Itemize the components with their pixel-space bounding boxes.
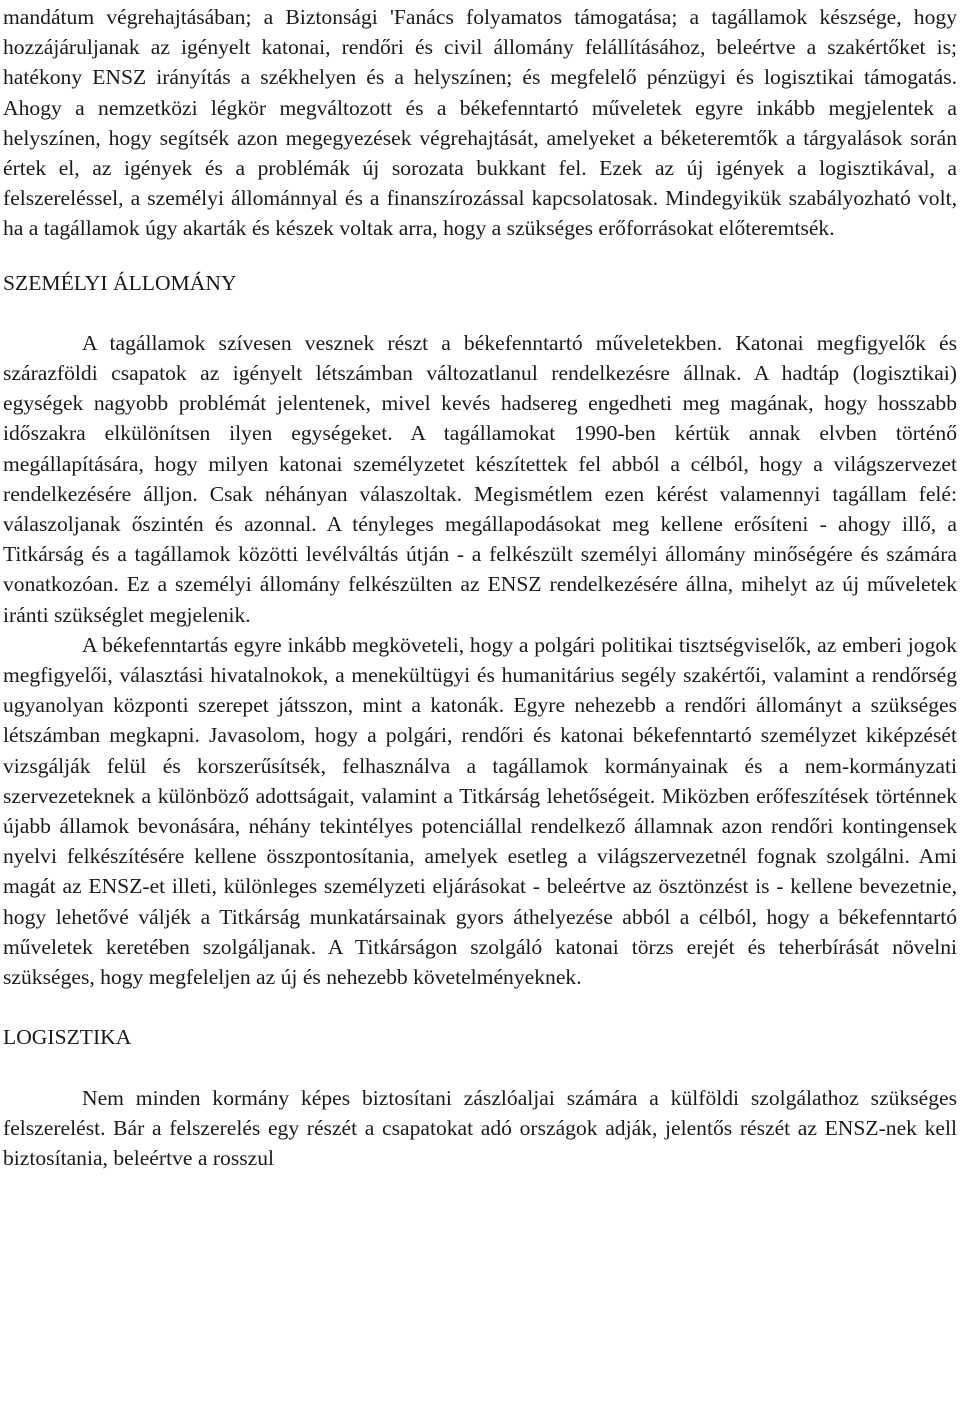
section-heading-logistics: LOGISZTIKA	[3, 1025, 132, 1050]
section-heading-personnel: SZEMÉLYI ÁLLOMÁNY	[3, 270, 237, 295]
paragraph-personnel-2: A békefenntartás egyre inkább megköveteli, hogy a polgári politikai tisztségviselők, az emberi jogok megfigyelői, választási hivatalnokok, a menekültügyi és humanitárius segély szakértői, valamint a rendőrség ugyanolyan központi szerepet játsszon, mint a katonák. Egyre nehezebb a rendőri állományt a szükséges létszámban megkapni. Javasolom, hogy a polgári, rendőri és katonai békefenntartó személyzet kiképzését vizsgálják felül és korszerűsítsék, felhasználva a tagállamok kormányainak és a nem-kormányzati szervezeteknek a különböző adottságait, valamint a Titkárság lehetőségeit. Miközben erőfeszítések történnek újabb államok bevonására, néhány tekintélyes potenciállal rendelkező államnak azon rendőri kontingensek nyelvi felkészítésére kellene összpontosítania, amelyek esetleg a világszervezetnél fognak szolgálni. Ami magát az ENSZ-et illeti, különleges személyzeti eljárásokat - beleértve az ösztönzést is - kellene bevezetnie, hogy lehetővé váljék a Titkárság munkatársainak gyors áthelyezése abból a célból, hogy a békefenntartó műveletek keretében szolgáljanak. A Titkárságon szolgáló katonai törzs erejét és teherbírását növelni szükséges, hogy megfeleljen az új és nehezebb követelményeknek.	[3, 632, 957, 990]
paragraph-personnel-1: A tagállamok szívesen vesznek részt a békefenntartó műveletekben. Katonai megfigyelők és szárazföldi csapatok az igényelt létszámban változatlanul rendelkezésre állnak. A hadtáp (logisztikai) egységek nagyobb problémát jelentenek, mivel kevés hadsereg engedheti meg magának, hogy hosszabb időszakra elkülönítsen ilyen egységeket. A tagállamokat 1990-ben kértük annak elvben történő megállapítására, hogy milyen katonai személyzetet készítettek fel abból a célból, hogy a világszervezet rendelkezésére álljon. Csak néhányan válaszoltak. Megismétlem ezen kérést valamennyi tagállam felé: válaszoljanak őszintén és azonnal. A tényleges megállapodásokat meg kellene erősíteni - ahogy illő, a Titkárság és a tagállamok közötti levélváltás útján - a felkészült személyi állomány minőségére és számára vonatkozóan. Ez a személyi állomány felkészülten az ENSZ rendelkezésére állna, mihelyt az új műveletek iránti szükséglet megjelenik.	[3, 330, 957, 627]
document-page	[3, 2, 957, 1173]
paragraph-intro: mandátum végrehajtásában; a Biztonsági 'Fanács folyamatos támogatása; a tagállamok készsége, hogy hozzájáruljanak az igényelt katonai, rendőri és civil állomány felállításához, beleértve a szakértőket is; hatékony ENSZ irányítás a székhelyen és a helyszínen; és megfelelő pénzügyi és logisztikai támogatás. Ahogy a nemzetközi légkör megváltozott és a békefenntartó műveletek egyre inkább megjelentek a helyszínen, hogy segítsék azon megegyezések végrehajtását, amelyeket a béketeremtők a tárgyalások során értek el, az igények és a problémák új sorozata bukkant fel. Ezek az új igények a logisztikával, a felszereléssel, a személyi állománnyal és a finanszírozással kapcsolatosak. Mindegyikük szabályozható volt, ha a tagállamok úgy akarták és készek voltak arra, hogy a szükséges erőforrásokat előteremtsék.	[3, 5, 957, 241]
paragraph-logistics: Nem minden kormány képes biztosítani zászlóaljai számára a külföldi szolgálathoz szükséges felszerelést. Bár a felszerelés egy részét a csapatokat adó országok adják, jelentős részét az ENSZ-nek kell biztosítania, beleértve a rosszul	[3, 1085, 957, 1170]
